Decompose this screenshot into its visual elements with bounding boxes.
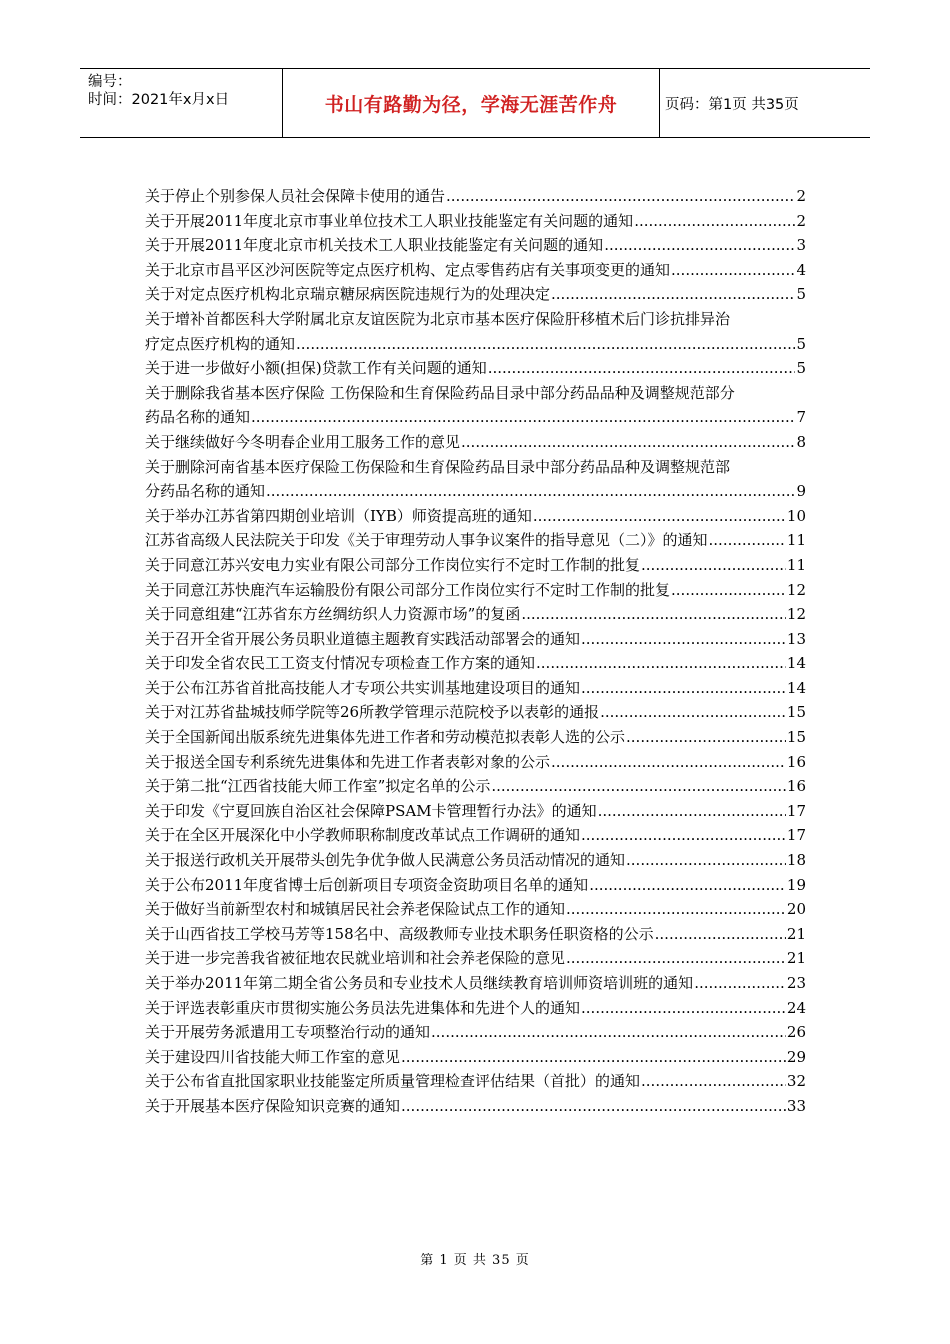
toc-entry-line2 — [145, 332, 806, 357]
toc-dot-leader — [641, 553, 786, 578]
toc-entry-title: 关于同意江苏快鹿汽车运输股份有限公司部分工作岗位实行不定时工作制的批复 — [145, 580, 671, 599]
toc-entry[interactable] — [145, 848, 806, 873]
toc-entry-title: 关于建设四川省技能大师工作室的意见 — [145, 1047, 401, 1066]
toc-page-number: 33 — [786, 1096, 806, 1115]
motto-text: 书山有路勤为径，学海无涯苦作舟 — [324, 93, 618, 116]
toc-dot-leader — [634, 209, 795, 234]
page-header — [80, 68, 870, 138]
toc-page-number: 5 — [796, 285, 806, 304]
toc-dot-leader — [581, 996, 786, 1021]
toc-page-number: 20 — [786, 900, 806, 919]
toc-entry-title: 关于同意组建“江苏省东方丝绸纺织人力资源市场”的复函 — [145, 605, 521, 624]
toc-entry[interactable] — [145, 651, 806, 676]
toc-entry[interactable] — [145, 184, 806, 209]
toc-dot-leader — [521, 602, 786, 627]
toc-dot-leader — [589, 873, 786, 898]
toc-entry-title: 关于进一步完善我省被征地农民就业培训和社会养老保险的意见 — [145, 949, 566, 968]
toc-entry[interactable] — [145, 627, 806, 652]
toc-entry[interactable] — [145, 504, 806, 529]
toc-page-number: 14 — [786, 678, 806, 697]
toc-page-number: 26 — [786, 1023, 806, 1042]
toc-entry-title: 关于评选表彰重庆市贯彻实施公务员法先进集体和先进个人的通知 — [145, 998, 581, 1017]
toc-page-number: 5 — [796, 334, 806, 353]
toc-page-number: 13 — [786, 629, 806, 648]
toc-page-number: 18 — [786, 851, 806, 870]
toc-entry-title: 江苏省高级人民法院关于印发《关于审理劳动人事争议案件的指导意见（二）》的通知 — [145, 531, 708, 550]
toc-dot-leader — [655, 922, 786, 947]
toc-entry-title: 关于山西省技工学校马芳等158名中、高级教师专业技术职务任职资格的公示 — [145, 924, 654, 943]
toc-dot-leader — [401, 1094, 786, 1119]
code-label: 编号： — [88, 74, 132, 90]
toc-entry-title: 关于开展2011年度北京市事业单位技术工人职业技能鉴定有关问题的通知 — [145, 211, 634, 230]
toc-entry-title: 关于做好当前新型农村和城镇居民社会养老保险试点工作的通知 — [145, 900, 566, 919]
toc-entry-title: 关于开展基本医疗保险知识竞赛的通知 — [145, 1096, 401, 1115]
page-footer — [0, 1249, 950, 1268]
toc-entry[interactable] — [145, 381, 806, 430]
toc-entry-title: 关于开展劳务派遣用工专项整治行动的通知 — [145, 1023, 431, 1042]
toc-entry[interactable] — [145, 356, 806, 381]
toc-dot-leader — [491, 774, 786, 799]
toc-entry-title-line1: 关于增补首都医科大学附属北京友谊医院为北京市基本医疗保险肝移植术后门诊抗排异治 — [145, 309, 731, 328]
toc-dot-leader — [626, 848, 786, 873]
toc-entry-title: 关于停止个别参保人员社会保障卡使用的通告 — [145, 187, 446, 205]
toc-dot-leader — [581, 823, 786, 848]
toc-dot-leader — [431, 1020, 786, 1045]
toc-entry[interactable] — [145, 1045, 806, 1070]
toc-entry[interactable] — [145, 528, 806, 553]
toc-page-number: 24 — [786, 998, 806, 1017]
toc-dot-leader — [446, 184, 795, 209]
toc-entry-title-line1: 关于删除河南省基本医疗保险工伤保险和生育保险药品目录中部分药品品种及调整规范部 — [145, 457, 731, 476]
toc-entry[interactable] — [145, 946, 806, 971]
toc-entry[interactable] — [145, 996, 806, 1021]
toc-entry-title-line2: 药品名称的通知 — [145, 408, 251, 427]
toc-page-number: 15 — [786, 703, 806, 722]
toc-entry-title: 关于北京市昌平区沙河医院等定点医疗机构、定点零售药店有关事项变更的通知 — [145, 260, 671, 279]
toc-entry-title: 关于举办2011年第二期全省公务员和专业技术人员继续教育培训师资培训班的通知 — [145, 974, 694, 992]
toc-entry-title: 关于同意江苏兴安电力实业有限公司部分工作岗位实行不定时工作制的批复 — [145, 555, 641, 574]
footer-page-number: 第 1 页 共 35 页 — [420, 1253, 530, 1268]
toc-page-number: 9 — [796, 482, 806, 501]
toc-page-number: 7 — [796, 408, 806, 427]
toc-entry-title-line2: 疗定点医疗机构的通知 — [145, 334, 296, 353]
header-page-cell — [660, 69, 870, 137]
toc-page-number: 12 — [786, 580, 806, 599]
toc-entry-title: 关于公布省直批国家职业技能鉴定所质量管理检查评估结果（首批）的通知 — [145, 1072, 641, 1091]
toc-entry[interactable] — [145, 1094, 806, 1119]
toc-entry[interactable] — [145, 971, 806, 996]
toc-dot-leader — [401, 1045, 786, 1070]
toc-entry-line2 — [145, 405, 806, 430]
toc-entry[interactable] — [145, 750, 806, 775]
toc-entry[interactable] — [145, 258, 806, 283]
toc-page-number: 2 — [796, 187, 806, 205]
toc-page-number: 19 — [786, 875, 806, 894]
toc-page-number: 29 — [786, 1047, 806, 1066]
toc-entry[interactable] — [145, 823, 806, 848]
toc-page-number: 15 — [786, 728, 806, 747]
toc-dot-leader — [581, 676, 786, 701]
toc-entry-title: 关于公布2011年度省博士后创新项目专项资金资助项目名单的通知 — [145, 875, 589, 894]
toc-page-number: 4 — [796, 260, 806, 279]
date-label: 时间：2021年x月x日 — [88, 92, 230, 108]
toc-entry-title: 关于对定点医疗机构北京瑞京糖尿病医院违规行为的处理决定 — [145, 285, 551, 304]
toc-page-number: 11 — [786, 555, 806, 574]
toc-page-number: 21 — [786, 949, 806, 968]
toc-entry-title: 关于第二批“江西省技能大师工作室”拟定名单的公示 — [145, 777, 491, 796]
toc-entry[interactable] — [145, 922, 806, 947]
toc-entry[interactable] — [145, 578, 806, 603]
toc-entry[interactable] — [145, 774, 806, 799]
toc-entry-title: 关于开展2011年度北京市机关技术工人职业技能鉴定有关问题的通知 — [145, 236, 604, 255]
toc-entry[interactable] — [145, 307, 806, 356]
toc-entry-title: 关于印发全省农民工工资支付情况专项检查工作方案的通知 — [145, 654, 536, 673]
toc-entry[interactable] — [145, 233, 806, 258]
toc-entry[interactable] — [145, 1020, 806, 1045]
header-motto-cell — [283, 69, 660, 137]
table-of-contents — [145, 184, 806, 1119]
toc-page-number: 8 — [796, 432, 806, 451]
toc-page-number: 3 — [796, 236, 806, 255]
toc-entry[interactable] — [145, 725, 806, 750]
toc-entry[interactable] — [145, 873, 806, 898]
toc-entry-title: 关于召开全省开展公务员职业道德主题教育实践活动部署会的通知 — [145, 629, 581, 648]
toc-entry[interactable] — [145, 676, 806, 701]
toc-page-number: 16 — [786, 752, 806, 771]
toc-page-number: 10 — [786, 506, 806, 525]
toc-page-number: 23 — [786, 974, 806, 992]
toc-dot-leader — [533, 504, 786, 529]
toc-entry-title: 关于全国新闻出版系统先进集体先进工作者和劳动模范拟表彰人选的公示 — [145, 728, 626, 747]
toc-dot-leader — [641, 1069, 786, 1094]
toc-page-number: 11 — [786, 531, 806, 550]
toc-dot-leader — [296, 332, 795, 357]
toc-page-number: 14 — [786, 654, 806, 673]
toc-entry-title: 关于在全区开展深化中小学教师职称制度改革试点工作调研的通知 — [145, 826, 581, 845]
toc-page-number: 21 — [786, 924, 806, 943]
toc-dot-leader — [709, 528, 786, 553]
toc-entry-title-line2: 分药品名称的通知 — [145, 482, 266, 501]
toc-entry[interactable] — [145, 209, 806, 234]
toc-entry-title: 关于报送全国专利系统先进集体和先进工作者表彰对象的公示 — [145, 752, 551, 771]
toc-dot-leader — [671, 578, 786, 603]
toc-dot-leader — [600, 700, 786, 725]
toc-dot-leader — [536, 651, 786, 676]
toc-dot-leader — [626, 725, 786, 750]
header-page-label: 页码：第1页 共35页 — [665, 96, 799, 113]
toc-entry-title: 关于继续做好今冬明春企业用工服务工作的意见 — [145, 432, 461, 451]
toc-entry-title-line1: 关于删除我省基本医疗保险 工伤保险和生育保险药品目录中部分药品品种及调整规范部分 — [145, 383, 735, 402]
toc-dot-leader — [566, 946, 786, 971]
toc-entry[interactable] — [145, 455, 806, 504]
toc-dot-leader — [551, 750, 786, 775]
toc-page-number: 32 — [786, 1072, 806, 1091]
toc-entry[interactable] — [145, 700, 806, 725]
toc-page-number: 2 — [796, 211, 806, 230]
toc-dot-leader — [598, 799, 786, 824]
toc-dot-leader — [251, 405, 795, 430]
toc-entry[interactable] — [145, 799, 806, 824]
toc-entry-title: 关于公布江苏省首批高技能人才专项公共实训基地建设项目的通知 — [145, 678, 581, 697]
toc-page-number: 12 — [786, 605, 806, 624]
toc-dot-leader — [461, 430, 795, 455]
toc-dot-leader — [671, 258, 795, 283]
toc-dot-leader — [566, 897, 786, 922]
toc-entry[interactable] — [145, 553, 806, 578]
toc-entry[interactable] — [145, 602, 806, 627]
toc-entry-title: 关于印发《宁夏回族自治区社会保障PSAM卡管理暂行办法》的通知 — [145, 801, 597, 820]
toc-entry[interactable] — [145, 282, 806, 307]
toc-dot-leader — [266, 479, 795, 504]
toc-entry[interactable] — [145, 897, 806, 922]
toc-dot-leader — [581, 627, 786, 652]
toc-entry-line2 — [145, 479, 806, 504]
toc-page-number: 16 — [786, 777, 806, 796]
toc-entry-title: 关于进一步做好小额(担保)贷款工作有关问题的通知 — [145, 359, 487, 378]
toc-page-number: 17 — [786, 801, 806, 820]
toc-entry[interactable] — [145, 430, 806, 455]
toc-entry-title: 关于对江苏省盐城技师学院等26所教学管理示范院校予以表彰的通报 — [145, 703, 600, 722]
toc-page-number: 17 — [786, 826, 806, 845]
toc-dot-leader — [551, 282, 795, 307]
toc-dot-leader — [694, 971, 786, 996]
toc-page-number: 5 — [796, 359, 806, 378]
toc-dot-leader — [604, 233, 795, 258]
toc-entry-title: 关于举办江苏省第四期创业培训（IYB）师资提高班的通知 — [145, 506, 532, 525]
header-left-cell — [80, 69, 283, 137]
toc-entry[interactable] — [145, 1069, 806, 1094]
toc-entry-title: 关于报送行政机关开展带头创先争优争做人民满意公务员活动情况的通知 — [145, 851, 626, 870]
toc-dot-leader — [488, 356, 796, 381]
